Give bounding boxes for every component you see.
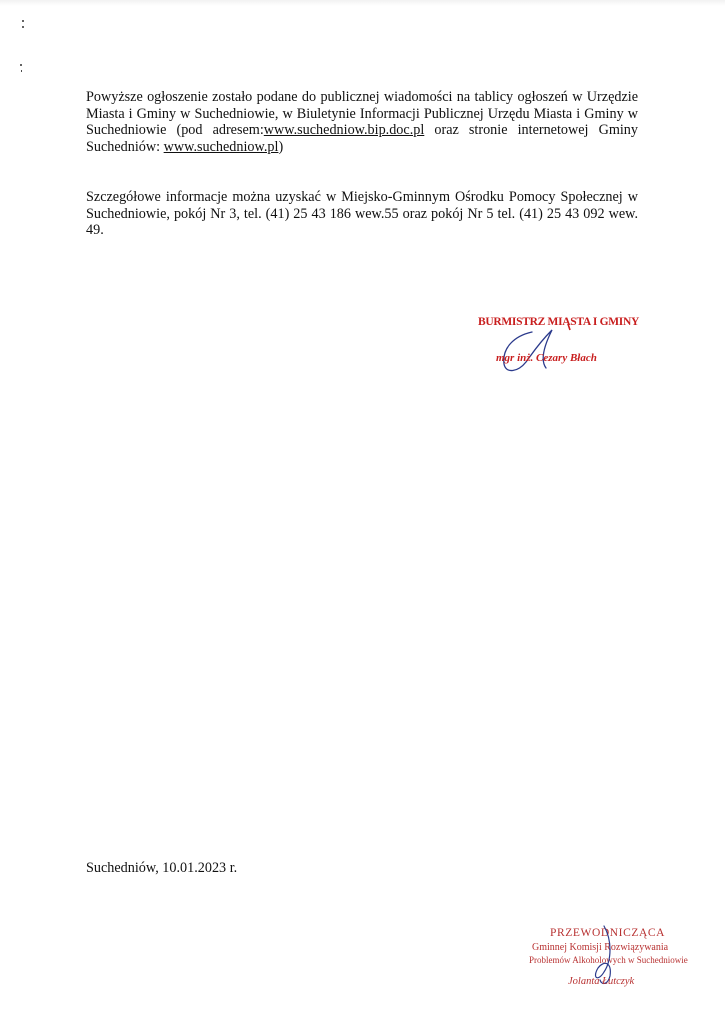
commission-name-line2: Problemów Alkoholowych w Suchedniowie (529, 955, 688, 965)
announcement-text-start: Powyższe ogłoszenie zostało podane do publicznej wiadomości na tablicy ogłoszeń w Urzędzie Miasta i Gminy w Suchedniowie, w Biuletynie Informacji Publicznej Urzędu Miasta i Gminy w Suchedniowie (pod adresem: (86, 89, 638, 139)
place-and-date: Suchedniów, 10.01.2023 r. (86, 860, 238, 876)
mayor-name: mgr inż. Cezary Błach (496, 352, 597, 364)
mayor-signature-stamp (474, 316, 674, 386)
announcement-text-end: ) (278, 138, 284, 155)
contact-info-paragraph: Szczegółowe informacje można uzyskać w Miejsko-Gminnym Ośrodku Pomocy Społecznej w Suchedniowie, pokój Nr 3, tel. (41) 25 43 186 wew.55 oraz pokój Nr 5 tel. (41) 25 43 092 wew. 49. (86, 189, 638, 239)
margin-marks (18, 16, 28, 76)
announcement-paragraph (86, 89, 638, 155)
scan-edge (0, 0, 725, 6)
bip-link[interactable]: www.suchedniow.bip.doc.pl (263, 122, 425, 139)
commission-signature-scribble (512, 920, 712, 1000)
website-link[interactable]: www.suchedniow.pl (163, 138, 279, 155)
mayor-signature-scribble (474, 316, 674, 386)
mayor-title: BURMISTRZ MIASTA I GMINY (478, 316, 639, 328)
commission-chair-name: Jolanta Łutczyk (568, 976, 635, 987)
announcement-text-middle: oraz stronie internetowej Gminy Suchedniów: (86, 122, 638, 155)
commission-chair-title: PRZEWODNICZĄCA (550, 927, 666, 939)
commission-signature-stamp (512, 920, 712, 1000)
commission-name-line1: Gminnej Komisji Rozwiązywania (532, 942, 669, 953)
